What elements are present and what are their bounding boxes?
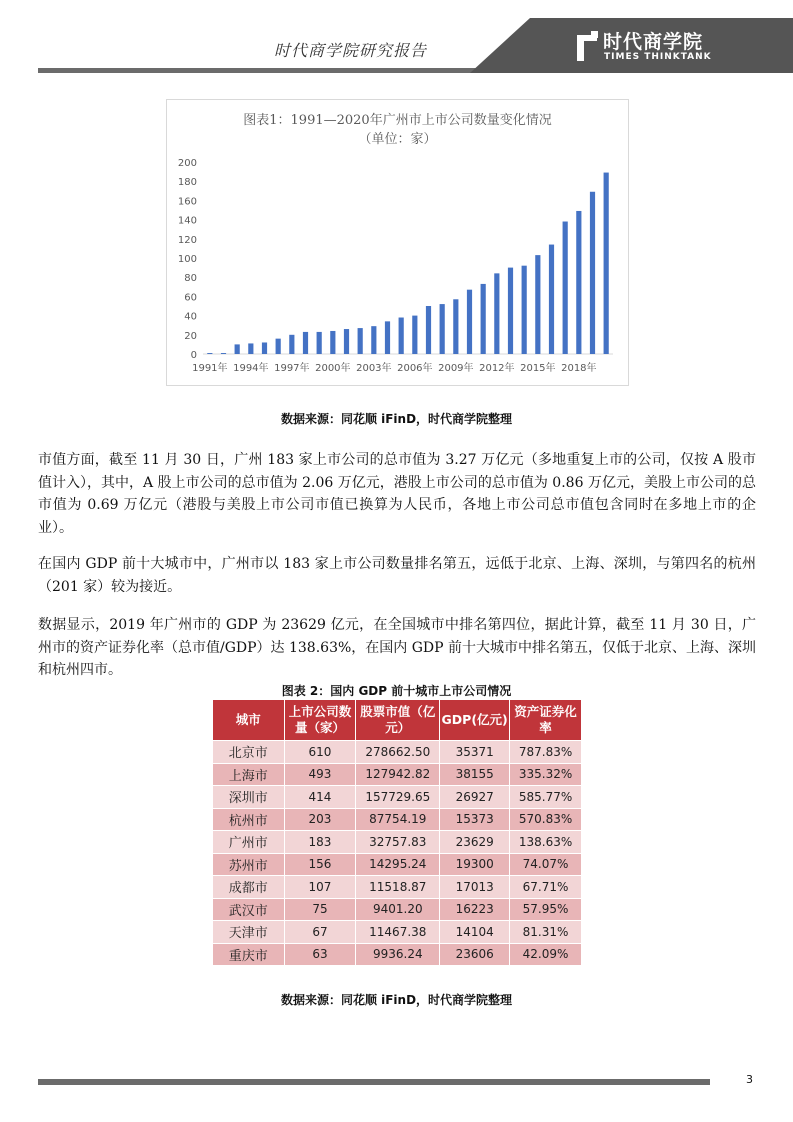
cell-gdp: 23606 xyxy=(440,943,510,966)
cell-gdp: 17013 xyxy=(440,876,510,899)
bar-1998 xyxy=(303,332,308,354)
cell-market-value: 11467.38 xyxy=(356,921,440,944)
cell-city: 上海市 xyxy=(213,763,285,786)
cell-market-value: 11518.87 xyxy=(356,876,440,899)
cell-count: 63 xyxy=(284,943,356,966)
chart-container xyxy=(166,99,629,386)
y-tick-label: 180 xyxy=(177,177,197,189)
cell-rate: 42.09% xyxy=(510,943,582,966)
y-tick-label: 200 xyxy=(177,158,197,169)
cell-gdp: 14104 xyxy=(440,921,510,944)
cell-city: 深圳市 xyxy=(213,786,285,809)
cell-city: 苏州市 xyxy=(213,853,285,876)
table-row xyxy=(213,763,582,786)
table-row xyxy=(213,786,582,809)
table-header-row xyxy=(213,700,582,741)
cell-city: 重庆市 xyxy=(213,943,285,966)
bar-1993 xyxy=(235,344,240,354)
footer-divider xyxy=(38,1079,710,1085)
bar-chart xyxy=(167,100,628,385)
cell-city: 成都市 xyxy=(213,876,285,899)
cell-market-value: 278662.50 xyxy=(356,741,440,764)
table-source: 数据来源：同花顺 iFinD，时代商学院整理 xyxy=(280,993,513,1007)
x-tick-label: 2000年 xyxy=(315,363,351,374)
bar-2012 xyxy=(494,273,499,354)
x-tick-label: 2015年 xyxy=(520,363,556,374)
bar-2009 xyxy=(453,299,458,354)
paragraph-market-value: 市值方面，截至 11 月 30 日，广州 183 家上市公司的总市值为 3.27 万亿元（多地重复上市的公司，仅按 A 股市值计入），其中，A 股上市公司的总市值为 2.06 万亿元，港股上市公司的总市值为 0.86 万亿元，美股上市公司的总市值为 0.69 万亿元（港股与美股上市公司市值已换算为人民币，各地上市公司总市值包含同时在多地上市的企业）。 xyxy=(38,452,756,536)
y-tick-label: 120 xyxy=(177,234,197,246)
cell-rate: 57.95% xyxy=(510,898,582,921)
cell-rate: 570.83% xyxy=(510,808,582,831)
header-gdp: GDP(亿元) xyxy=(440,700,510,741)
bar-2002 xyxy=(358,328,363,354)
cell-gdp: 15373 xyxy=(440,808,510,831)
bar-2001 xyxy=(344,329,349,354)
paragraph-securitization: 数据显示，2019 年广州市的 GDP 为 23629 亿元，在全国城市中排名第四位，据此计算，截至 11 月 30 日，广州市的资产证券化率（总市值/GDP）达 138.63%，在国内 GDP 前十大城市中排名第五，仅低于北京、上海、深圳和杭州四市。 xyxy=(38,617,757,678)
bar-1994 xyxy=(248,343,253,354)
bar-2020 xyxy=(604,173,609,354)
table-caption: 图表 2：国内 GDP 前十城市上市公司情况 xyxy=(281,684,512,698)
gdp-city-table xyxy=(212,699,582,966)
y-tick-label: 20 xyxy=(184,330,197,342)
cell-city: 杭州市 xyxy=(213,808,285,831)
page-number: 3 xyxy=(746,1073,753,1086)
x-tick-label: 2012年 xyxy=(479,363,515,374)
cell-count: 493 xyxy=(284,763,356,786)
cell-rate: 67.71% xyxy=(510,876,582,899)
bar-2010 xyxy=(467,290,472,354)
bar-2011 xyxy=(481,284,486,354)
y-tick-label: 60 xyxy=(184,292,197,304)
header-market-value: 股票市值（亿元） xyxy=(356,700,440,741)
cell-count: 156 xyxy=(284,853,356,876)
x-tick-label: 1994年 xyxy=(233,363,269,374)
x-tick-label: 2009年 xyxy=(438,363,474,374)
bar-1995 xyxy=(262,342,267,354)
bar-2015 xyxy=(535,255,540,354)
table-row xyxy=(213,921,582,944)
cell-rate: 74.07% xyxy=(510,853,582,876)
cell-count: 414 xyxy=(284,786,356,809)
table-row xyxy=(213,853,582,876)
bar-2016 xyxy=(549,245,554,354)
cell-market-value: 14295.24 xyxy=(356,853,440,876)
table-row xyxy=(213,831,582,854)
bar-2018 xyxy=(576,211,581,354)
cell-count: 107 xyxy=(284,876,356,899)
bar-2017 xyxy=(563,222,568,354)
cell-count: 610 xyxy=(284,741,356,764)
y-tick-label: 80 xyxy=(184,273,197,285)
cell-city: 广州市 xyxy=(213,831,285,854)
x-tick-label: 2003年 xyxy=(356,363,392,374)
cell-count: 75 xyxy=(284,898,356,921)
bar-2004 xyxy=(385,321,390,354)
bar-2013 xyxy=(508,268,513,354)
table-row xyxy=(213,808,582,831)
cell-gdp: 35371 xyxy=(440,741,510,764)
y-tick-label: 40 xyxy=(184,311,197,323)
header-securitization-rate: 资产证券化率 xyxy=(510,700,582,741)
chart-title: 图表1：1991—2020年广州市上市公司数量变化情况 xyxy=(243,113,552,128)
x-tick-label: 1997年 xyxy=(274,363,310,374)
cell-market-value: 32757.83 xyxy=(356,831,440,854)
bar-2008 xyxy=(440,304,445,354)
header-company-count: 上市公司数量（家） xyxy=(284,700,356,741)
x-tick-label: 2018年 xyxy=(561,363,597,374)
cell-market-value: 9401.20 xyxy=(356,898,440,921)
cell-rate: 138.63% xyxy=(510,831,582,854)
cell-count: 67 xyxy=(284,921,356,944)
header-city: 城市 xyxy=(213,700,285,741)
bar-1991 xyxy=(207,353,212,354)
cell-count: 183 xyxy=(284,831,356,854)
cell-gdp: 23629 xyxy=(440,831,510,854)
cell-gdp: 16223 xyxy=(440,898,510,921)
cell-gdp: 26927 xyxy=(440,786,510,809)
cell-rate: 335.32% xyxy=(510,763,582,786)
cell-gdp: 19300 xyxy=(440,853,510,876)
cell-rate: 787.83% xyxy=(510,741,582,764)
y-tick-label: 100 xyxy=(177,254,197,265)
chart-source: 数据来源：同花顺 iFinD，时代商学院整理 xyxy=(280,412,513,426)
cell-market-value: 9936.24 xyxy=(356,943,440,966)
bar-1997 xyxy=(289,335,294,354)
logo-icon xyxy=(577,31,599,61)
cell-rate: 585.77% xyxy=(510,786,582,809)
report-title: 时代商学院研究报告 xyxy=(274,41,428,60)
cell-market-value: 127942.82 xyxy=(356,763,440,786)
table-row xyxy=(213,943,582,966)
bar-2000 xyxy=(330,331,335,354)
bar-2007 xyxy=(426,306,431,354)
bar-1999 xyxy=(317,332,322,354)
cell-rate: 81.31% xyxy=(510,921,582,944)
bar-2003 xyxy=(371,326,376,354)
y-tick-label: 140 xyxy=(177,215,197,227)
cell-market-value: 87754.19 xyxy=(356,808,440,831)
x-tick-label: 1991年 xyxy=(192,363,228,374)
logo-name: 时代商学院 xyxy=(603,31,704,53)
paragraph-ranking: 在国内 GDP 前十大城市中，广州市以 183 家上市公司数量排名第五，远低于北京、上海、深圳，与第四名的杭州（201 家）较为接近。 xyxy=(38,556,756,595)
table-row xyxy=(213,898,582,921)
cell-count: 203 xyxy=(284,808,356,831)
cell-city: 天津市 xyxy=(213,921,285,944)
y-tick-label: 160 xyxy=(177,196,197,208)
cell-city: 北京市 xyxy=(213,741,285,764)
y-tick-label: 0 xyxy=(190,350,197,361)
x-tick-label: 2006年 xyxy=(397,363,433,374)
bar-2005 xyxy=(399,318,404,354)
table-row xyxy=(213,741,582,764)
chart-subtitle: （单位：家） xyxy=(358,132,437,147)
cell-market-value: 157729.65 xyxy=(356,786,440,809)
cell-city: 武汉市 xyxy=(213,898,285,921)
table-row xyxy=(213,876,582,899)
bar-2006 xyxy=(412,316,417,354)
cell-gdp: 38155 xyxy=(440,763,510,786)
bar-1996 xyxy=(276,339,281,354)
logo-subtitle: TIMES THINKTANK xyxy=(604,52,712,62)
bar-2019 xyxy=(590,192,595,354)
bar-1992 xyxy=(221,353,226,354)
bar-2014 xyxy=(522,266,527,354)
